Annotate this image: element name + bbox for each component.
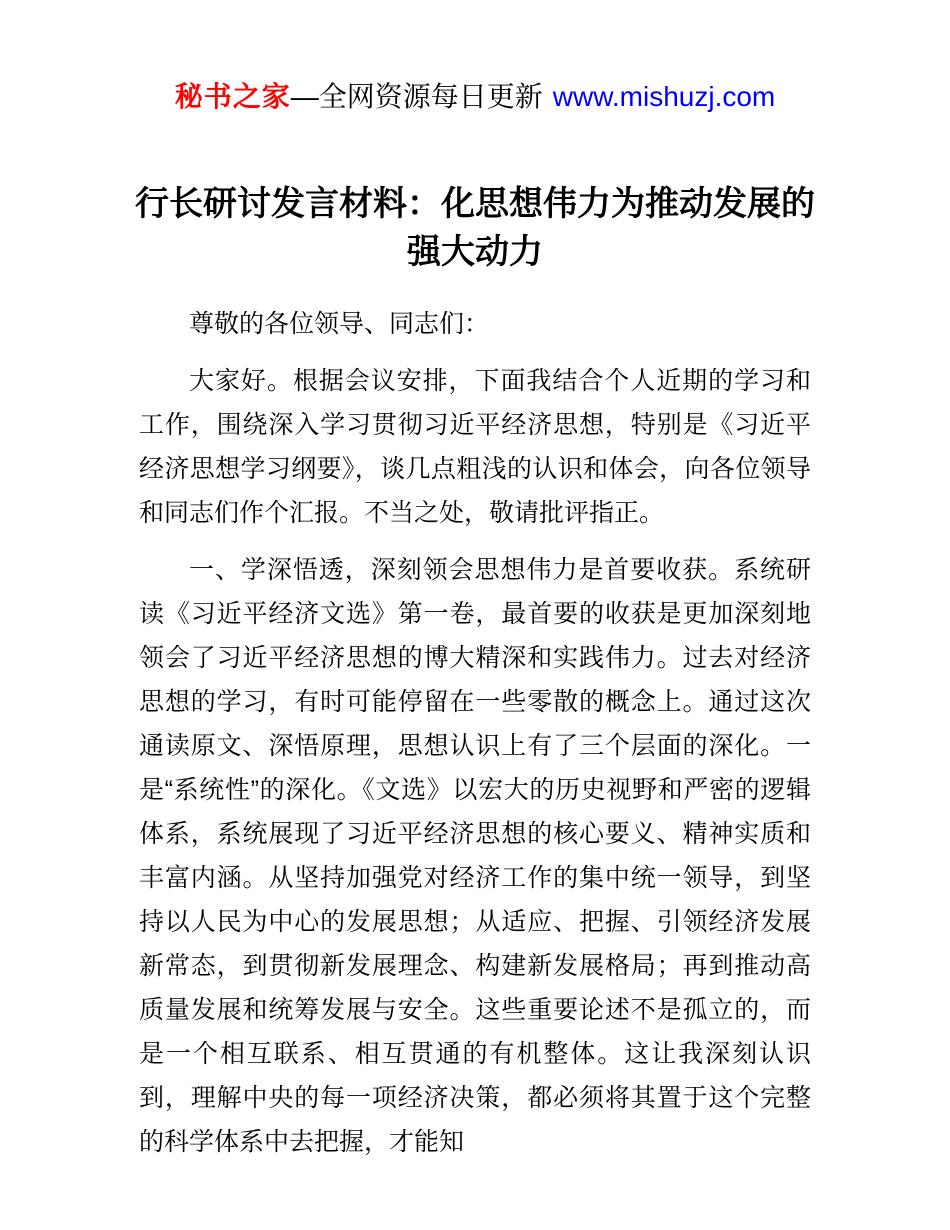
site-tagline: 全网资源每日更新 [318, 81, 543, 112]
site-url-link[interactable]: www.mishuzj.com [552, 81, 776, 112]
promo-header [0, 0, 950, 114]
separator-dash: — [290, 81, 319, 112]
document-title: 行长研讨发言材料：化思想伟力为推动发展的强大动力 [135, 185, 815, 271]
document-body [139, 302, 811, 1164]
paragraph-opening: 大家好。根据会议安排，下面我结合个人近期的学习和工作，围绕深入学习贯彻习近平经济思想，特别是《习近平经济思想学习纲要》，谈几点粗浅的认识和体会，向各位领导和同志们作个汇报。不当之处，敬请批评指正。 [139, 367, 811, 527]
paragraph-section-one: 一、学深悟透，深刻领会思想伟力是首要收获。系统研读《习近平经济文选》第一卷，最首要的收获是更加深刻地领会了习近平经济思想的博大精深和实践伟力。过去对经济思想的学习，有时可能停留在一些零散的概念上。通过这次通读原文、深悟原理，思想认识上有了三个层面的深化。一是“系统性”的深化。《文选》以宏大的历史视野和严密的逻辑体系，系统展现了习近平经济思想的核心要义、精神实质和丰富内涵。从坚持加强党对经济工作的集中统一领导，到坚持以人民为中心的发展思想；从适应、把握、引领经济发展新常态，到贯彻新发展理念、构建新发展格局；再到推动高质量发展和统筹发展与安全。这些重要论述不是孤立的，而是一个相互联系、相互贯通的有机整体。这让我深刻认识到，理解中央的每一项经济决策，都必须将其置于这个完整的科学体系中去把握，才能知 [139, 556, 811, 1156]
paragraph-salutation: 尊敬的各位领导、同志们： [189, 310, 490, 338]
site-brand: 秘书之家 [174, 81, 291, 112]
